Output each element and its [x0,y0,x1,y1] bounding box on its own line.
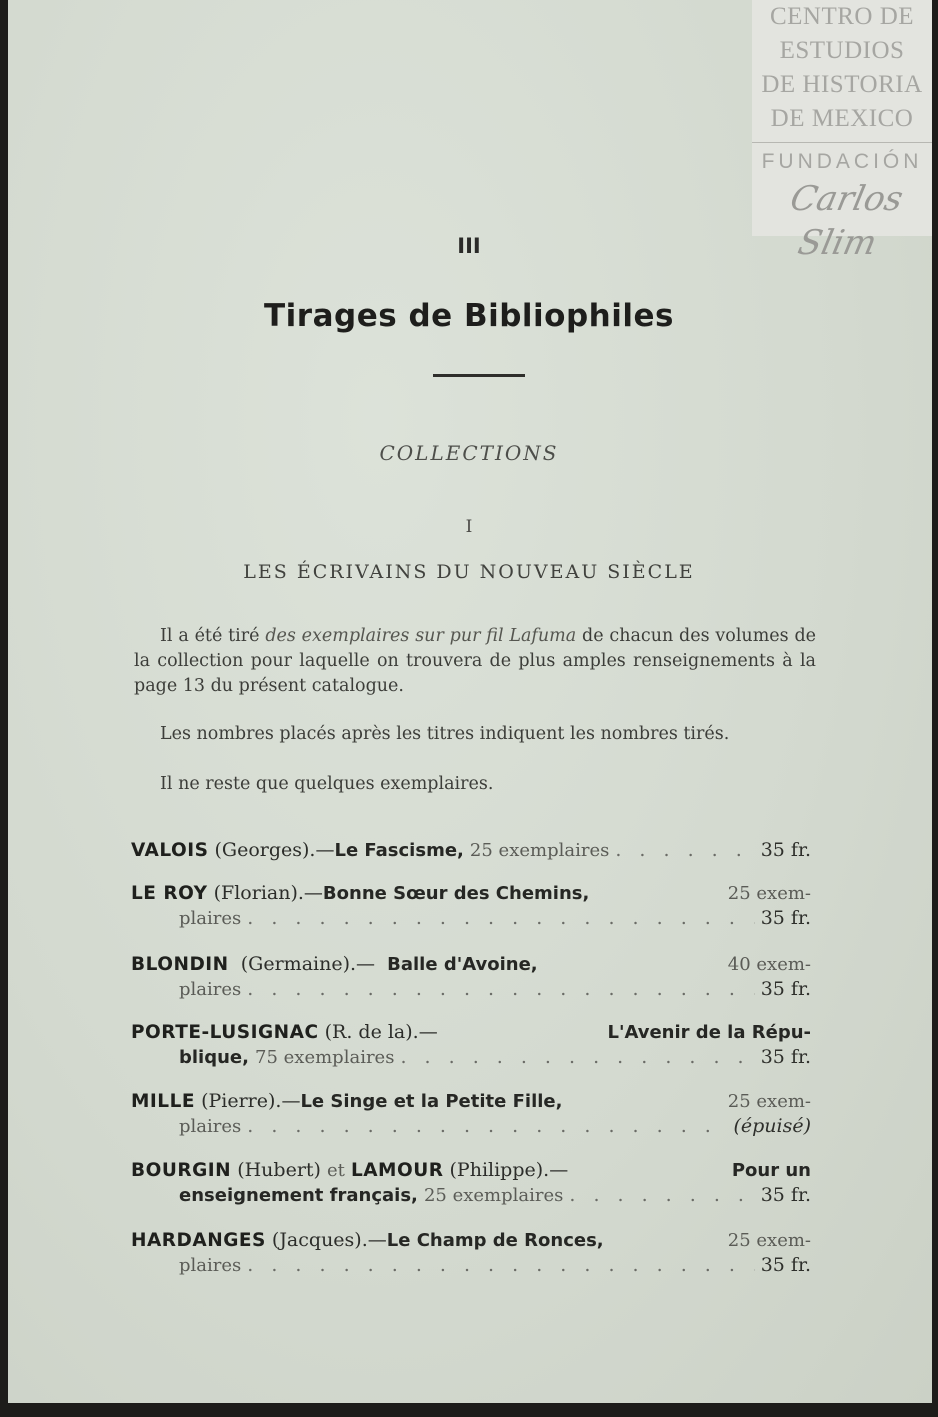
entry-author: MILLE [131,1091,196,1112]
entry-author: LAMOUR [350,1160,444,1181]
catalogue-entry [131,1228,811,1278]
entry-title: Le Fascisme, [334,840,464,861]
stamp-divider [752,142,932,143]
entry-separator: — [281,1090,301,1112]
entry-title: Balle d'Avoine, [387,954,538,975]
entry-copies-cont: plaires [179,1255,242,1276]
entry-title: Bonne Sœur des Chemins, [322,883,590,904]
catalogue-entry [131,1020,811,1070]
entry-given-name: (Florian). [213,882,304,904]
entry-given-name: (Pierre). [201,1090,282,1112]
entry-copies: 25 exemplaires [469,840,610,861]
series-numeral: I [465,517,473,537]
numbers-note: Les nombres placés après les titres indiquent les nombres tirés. [160,724,730,744]
entry-title: Le Champ de Ronces, [386,1230,604,1251]
catalogue-entry [131,1089,811,1139]
entry-title: L'Avenir de la Répu- [607,1022,811,1043]
entry-copies-cont: plaires [179,979,242,1000]
entry-price: 35 fr. [760,1254,811,1276]
stamp-foundation: FUNDACIÓN [761,150,923,173]
leader-dots [615,838,754,863]
entry-author: PORTE-LUSIGNAC [131,1022,319,1043]
intro-italic: des exemplaires sur pur fil Lafuma [265,626,577,646]
leader-dots [247,906,754,931]
entry-copies: 40 exem- [727,954,811,975]
entry-separator: — [549,1159,569,1181]
section-numeral: III [457,234,481,258]
entry-author: HARDANGES [131,1230,266,1251]
entry-conjunction: et [327,1160,345,1181]
entry-separator: — [418,1021,438,1043]
leader-dots [247,1114,727,1139]
entry-given-name: (Jacques). [271,1229,368,1251]
entry-given-name: (Georges). [214,839,316,861]
entry-given-name: (Philippe). [449,1159,550,1181]
stamp-line: CENTRO DE [769,3,915,30]
entry-given-name: (R. de la). [324,1021,419,1043]
leader-dots [400,1045,754,1070]
catalogue-entry [131,881,811,931]
entry-copies-cont: plaires [179,1116,242,1137]
entry-author: VALOIS [131,840,209,861]
entry-separator: — [303,882,323,904]
entry-title: Le Singe et la Petite Fille, [300,1091,563,1112]
catalogue-entry [131,952,811,1002]
entry-separator: — [315,839,335,861]
entry-title-cont: enseignement français, [179,1185,418,1206]
entry-copies: 25 exemplaires [423,1185,564,1206]
catalogue-entry [131,838,811,863]
entry-copies: 25 exem- [727,1230,811,1251]
entry-price: 35 fr. [760,978,811,1000]
entry-copies: 75 exemplaires [255,1047,395,1068]
stock-note: Il ne reste que quelques exemplaires. [160,774,494,794]
entry-title-cont: blique, [179,1047,249,1068]
entry-given-name: (Germaine). [240,953,357,975]
page-title: Tirages de Bibliophiles [264,298,674,334]
entry-price: 35 fr. [760,1184,811,1206]
entry-author: BLONDIN [131,954,229,975]
entry-author: LE ROY [131,883,208,904]
entry-price: (épuisé) [733,1115,811,1137]
intro-paragraph [134,624,816,699]
entry-separator: — [356,953,376,975]
collections-subheading: COLLECTIONS [379,441,559,465]
entry-copies: 25 exem- [727,1091,811,1112]
entry-price: 35 fr. [760,839,811,861]
entry-copies-cont: plaires [179,908,242,929]
entry-price: 35 fr. [760,1046,811,1068]
stamp-line: DE HISTORIA [761,71,923,98]
intro-text: de chacun des volumes de la collection pour laquelle on trouvera de plus amples renseignements à la page 13 du présent catalogue. [134,626,817,696]
stamp-line: ESTUDIOS [779,37,905,64]
leader-dots [569,1183,754,1208]
entry-price: 35 fr. [760,907,811,929]
catalogue-entry [131,1158,811,1208]
entry-author: BOURGIN [131,1160,232,1181]
stamp-signature: Carlos Slim [786,179,907,263]
series-title: LES ÉCRIVAINS DU NOUVEAU SIÈCLE [243,561,695,583]
title-divider [433,374,525,377]
intro-text: Il a été tiré [160,626,266,646]
entry-separator: — [367,1229,387,1251]
leader-dots [247,977,754,1002]
archive-stamp [752,0,932,263]
entry-title: Pour un [731,1160,811,1181]
entry-copies: 25 exem- [727,883,811,904]
entry-given-name: (Hubert) [237,1159,321,1181]
leader-dots [247,1253,754,1278]
stamp-line: DE MEXICO [770,105,914,132]
